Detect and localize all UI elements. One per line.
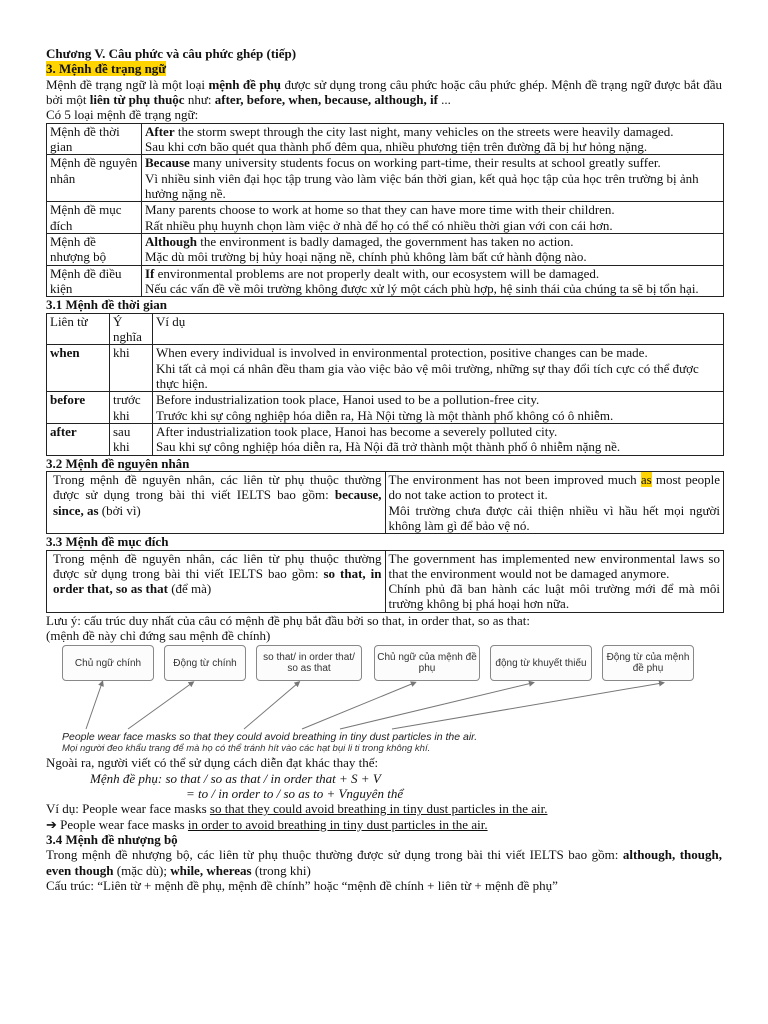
example-line-2: ➔ People wear face masks in order to avoid breathing in tiny dust particles in the air. [46,816,488,832]
reason-clause-table [46,471,724,534]
arrow-line [340,683,532,729]
arrow-line [392,683,662,729]
note-line-1: Lưu ý: cấu trúc duy nhất của câu có mệnh đề phụ bắt đầu bởi so that, in order that, so as that: [46,612,530,628]
table-row: Mệnh đề nhượng bộ Although the environment is badly damaged, the government has taken no action. Mặc dù môi trường bị hủy hoại nặng nề, chính phủ không làm bất cứ hành động nào. [47,233,724,265]
diagram-arrows [62,645,692,731]
concession-structure: Cấu trúc: “Liên từ + mệnh đề phụ, mệnh đề chính” hoặc “mệnh đề chính + liên từ + mệnh đề phụ” [46,878,558,894]
section-3-3-title: 3.3 Mệnh đề mục đích [46,534,169,550]
diagram-box: Động từ chính [164,645,246,681]
clause-types-table [46,123,724,298]
document-page [46,46,722,893]
section-3-2-title: 3.2 Mệnh đề nguyên nhân [46,455,190,471]
formula-line-2: = to / in order to / so as to + Vnguyên thể [186,786,404,802]
table-row: before trước khi Before industrialization took place, Hanoi used to be a pollution-free city. Trước khi sự công nghiệp hóa diễn ra, Hà Nội từng là một thành phố không có ô nhiễm. [47,392,724,424]
arrow-line [244,683,298,729]
concession-paragraph: Trong mệnh đề nhượng bộ, các liên từ phụ thuộc thường được sử dụng trong bài thi viết IELTS bao gồm: although, though, even though (mặc dù); while, whereas (trong khi) [46,847,722,878]
arrow-line [86,683,102,729]
diagram-example-translation: Mọi người đeo khẩu trang để mà họ có thể tránh hít vào các hạt bụi li ti trong không khí. [62,743,431,755]
table-row: when khi When every individual is involved in environmental protection, positive changes can be made. Khi tất cả mọi cá nhân đều tham gia vào việc bảo vệ môi trường, những sự thay đổi tích cực có thể được thực hiện. [47,345,724,392]
table-row: Mệnh đề điều kiện If environmental problems are not properly dealt with, our ecosystem will be damaged. Nếu các vấn đề về môi trường không được xử lý một cách phù hợp, hệ sinh thái của chúng ta sẽ bị tổn hại. [47,265,724,297]
time-clause-table [46,313,724,456]
table-row: after sau khi After industrialization took place, Hanoi has become a severely polluted city. Sau khi sự công nghiệp hóa diễn ra, Hà Nội đã trở thành một thành phố ô nhiễm nặng nề. [47,423,724,455]
diagram-box: Chủ ngữ của mệnh đề phụ [374,645,480,681]
example-line-1: Ví dụ: People wear face masks so that they could avoid breathing in tiny dust particles in the air. [46,801,548,817]
section-3-title: 3. Mệnh đề trạng ngữ [46,61,167,77]
diagram-box: Động từ của mệnh đề phụ [602,645,694,681]
intro-paragraph: Mệnh đề trạng ngữ là một loại mệnh đề phụ được sử dụng trong câu phức hoặc câu phức ghép. Mệnh đề trạng ngữ được bắt đầu bởi một liên từ phụ thuộc như: after, before, when, because, although, if ... [46,76,722,107]
alternative-intro: Ngoài ra, người viết có thể sử dụng cách diễn đạt khác thay thế: [46,755,379,771]
table-row: Trong mệnh đề nguyên nhân, các liên từ phụ thuộc thường được sử dụng trong bài thi viết IELTS bao gồm: so that, in order that, so as that (để mà) The government has implemented new environmental laws so that the environment would not be damaged anymore. Chính phủ đã ban hành các luật môi trường mới để mà môi trường không bị phá hoại hơn nữa. [47,550,724,612]
table-row: Trong mệnh đề nguyên nhân, các liên từ phụ thuộc thường được sử dụng trong bài thi viết IELTS bao gồm: because, since, as (bởi vì) The environment has not been improved much as most people do not take action to protect it. Môi trường chưa được cải thiện nhiều vì hầu hết mọi người không làm gì để bảo vệ nó. [47,471,724,533]
types-intro: Có 5 loại mệnh đề trạng ngữ: [46,107,199,123]
diagram-example-sentence: People wear face masks so that they could avoid breathing in tiny dust particles in the air. [62,731,478,744]
table-row: Mệnh đề thời gian After the storm swept through the city last night, many vehicles on the streets were heavily damaged. Sau khi cơn bão quét qua thành phố đêm qua, nhiều phương tiện trên đường đã bị hư hỏng nặng. [47,123,724,155]
section-3-1-title: 3.1 Mệnh đề thời gian [46,297,167,313]
table-header-row: Liên từ Ý nghĩa Ví dụ [47,313,724,345]
arrow-line [302,683,414,729]
diagram-box: so that/ in order that/ so as that [256,645,362,681]
structure-diagram [62,645,692,753]
diagram-box: Chủ ngữ chính [62,645,154,681]
purpose-clause-table [46,550,724,613]
table-row: Mệnh đề nguyên nhân Because many university students focus on working part-time, their results at school greatly suffer. Vì nhiều sinh viên đại học tập trung vào làm việc bán thời gian, kết quả học tập của học trên trường bị ảnh hưởng nặng nề. [47,155,724,202]
section-3-4-title: 3.4 Mệnh đề nhượng bộ [46,832,178,848]
formula-line-1: Mệnh đề phụ: so that / so as that / in order that + S + V [90,770,381,786]
arrow-line [128,683,192,729]
note-line-2: (mệnh đề này chỉ đứng sau mệnh đề chính) [46,628,271,644]
diagram-box: động từ khuyết thiếu [490,645,592,681]
chapter-heading: Chương V. Câu phức và câu phức ghép (tiếp) [46,46,297,61]
table-row: Mệnh đề mục đích Many parents choose to work at home so that they can have more time with their children. Rất nhiều phụ huynh chọn làm việc ở nhà để họ có thể có nhiều thời gian với con cái hơn. [47,202,724,234]
